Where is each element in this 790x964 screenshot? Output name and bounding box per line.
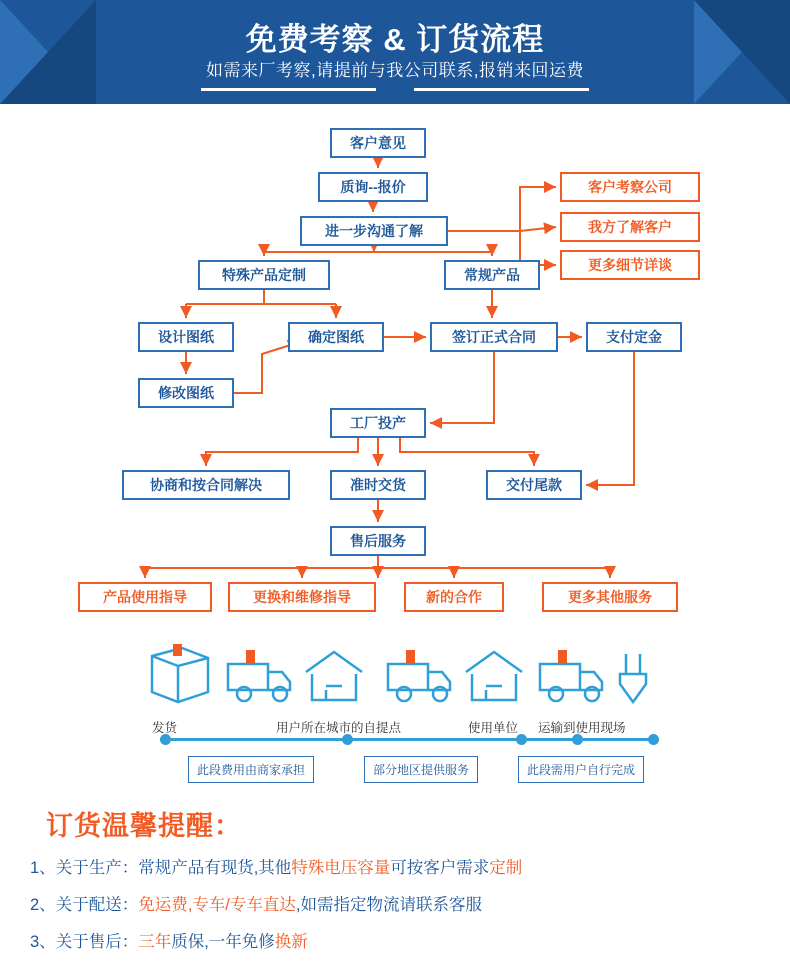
header-divider: [0, 88, 790, 91]
delivery-label-1: 用户所在城市的自提点: [276, 721, 402, 735]
flow-node-n1: 客户意见: [330, 128, 426, 158]
reminder-part-2-1: 免运费,专车/专车直达: [138, 896, 296, 914]
reminder-part-3-1: 三年: [138, 933, 172, 951]
flow-node-n6: 更多细节详谈: [560, 250, 700, 280]
reminder-line-1: [30, 854, 522, 878]
reminder-index-1: 1、: [30, 859, 56, 877]
delivery-label-3: 运输到使用现场: [538, 721, 626, 735]
track-dot-5: [648, 734, 659, 745]
flow-node-n11: 签订正式合同: [430, 322, 558, 352]
reminder-line-3: [30, 928, 308, 952]
truck-flag-2: [406, 650, 415, 664]
reminder-key-1: 关于生产：: [55, 859, 139, 877]
flow-node-n17: 交付尾款: [486, 470, 582, 500]
reminder-part-2-2: ,如需指定物流请联系客服: [295, 896, 482, 914]
flow-node-n5: 我方了解客户: [560, 212, 700, 242]
flow-node-n21: 新的合作: [404, 582, 504, 612]
flow-node-n7: 特殊产品定制: [198, 260, 330, 290]
flow-node-n12: 支付定金: [586, 322, 682, 352]
flow-node-n4: 客户考察公司: [560, 172, 700, 202]
flow-node-n18: 售后服务: [330, 526, 426, 556]
box-icon: [152, 648, 208, 702]
reminder-part-1-2: 特殊电压容量: [291, 859, 391, 877]
reminder-key-2: 关于配送：: [55, 896, 139, 914]
house-icon: [306, 652, 362, 700]
delivery-segment-0: 此段费用由商家承担: [188, 756, 314, 783]
reminder-index-2: 2、: [30, 896, 56, 914]
delivery-segment-1: 部分地区提供服务: [364, 756, 478, 783]
flow-node-n10: 确定图纸: [288, 322, 384, 352]
flow-node-n22: 更多其他服务: [542, 582, 678, 612]
page-header: [0, 0, 790, 104]
flow-node-n16: 准时交货: [330, 470, 426, 500]
flow-node-n8: 常规产品: [444, 260, 540, 290]
truck-icon: [228, 664, 290, 701]
house-icon-2: [466, 652, 522, 700]
delivery-label-0: 发货: [152, 721, 178, 735]
flow-node-n9: 设计图纸: [138, 322, 234, 352]
page-subtitle: 如需来厂考察,请提前与我公司联系,报销来回运费: [206, 61, 584, 80]
flow-node-n20: 更换和维修指导: [228, 582, 376, 612]
wrench-icon: [620, 654, 646, 702]
order-process-flowchart: [0, 104, 790, 634]
reminder-part-3-3: 换新: [274, 933, 308, 951]
flow-node-n19: 产品使用指导: [78, 582, 212, 612]
reminder-title: 订货温馨提醒：: [46, 811, 242, 841]
reminder-part-1-4: 定制: [489, 859, 523, 877]
truck-icon-2: [388, 664, 450, 701]
truck-flag-1: [246, 650, 255, 664]
reminder-part-3-2: 质保,一年免修: [171, 933, 275, 951]
reminder-index-3: 3、: [30, 933, 56, 951]
reminder-part-1-3: 可按客户需求: [390, 859, 490, 877]
flow-node-n2: 质询--报价: [318, 172, 428, 202]
delivery-label-2: 使用单位: [468, 721, 519, 735]
reminder-line-2: [30, 891, 482, 915]
flow-node-n3: 进一步沟通了解: [300, 216, 448, 246]
truck-icon-3: [540, 664, 602, 701]
reminder-part-1-1: 常规产品有现货,其他: [138, 859, 292, 877]
flow-node-n13: 修改图纸: [138, 378, 234, 408]
flow-node-n14: 工厂投产: [330, 408, 426, 438]
delivery-segment-2: 此段需用户自行完成: [518, 756, 644, 783]
page-title: 免费考察 & 订货流程: [245, 22, 545, 57]
delivery-diagram: [0, 634, 790, 794]
truck-flag-3: [558, 650, 567, 664]
reminder-key-3: 关于售后：: [55, 933, 139, 951]
flow-node-n15: 协商和按合同解决: [122, 470, 290, 500]
order-reminder-section: [0, 794, 790, 964]
box-flag: [173, 644, 182, 656]
